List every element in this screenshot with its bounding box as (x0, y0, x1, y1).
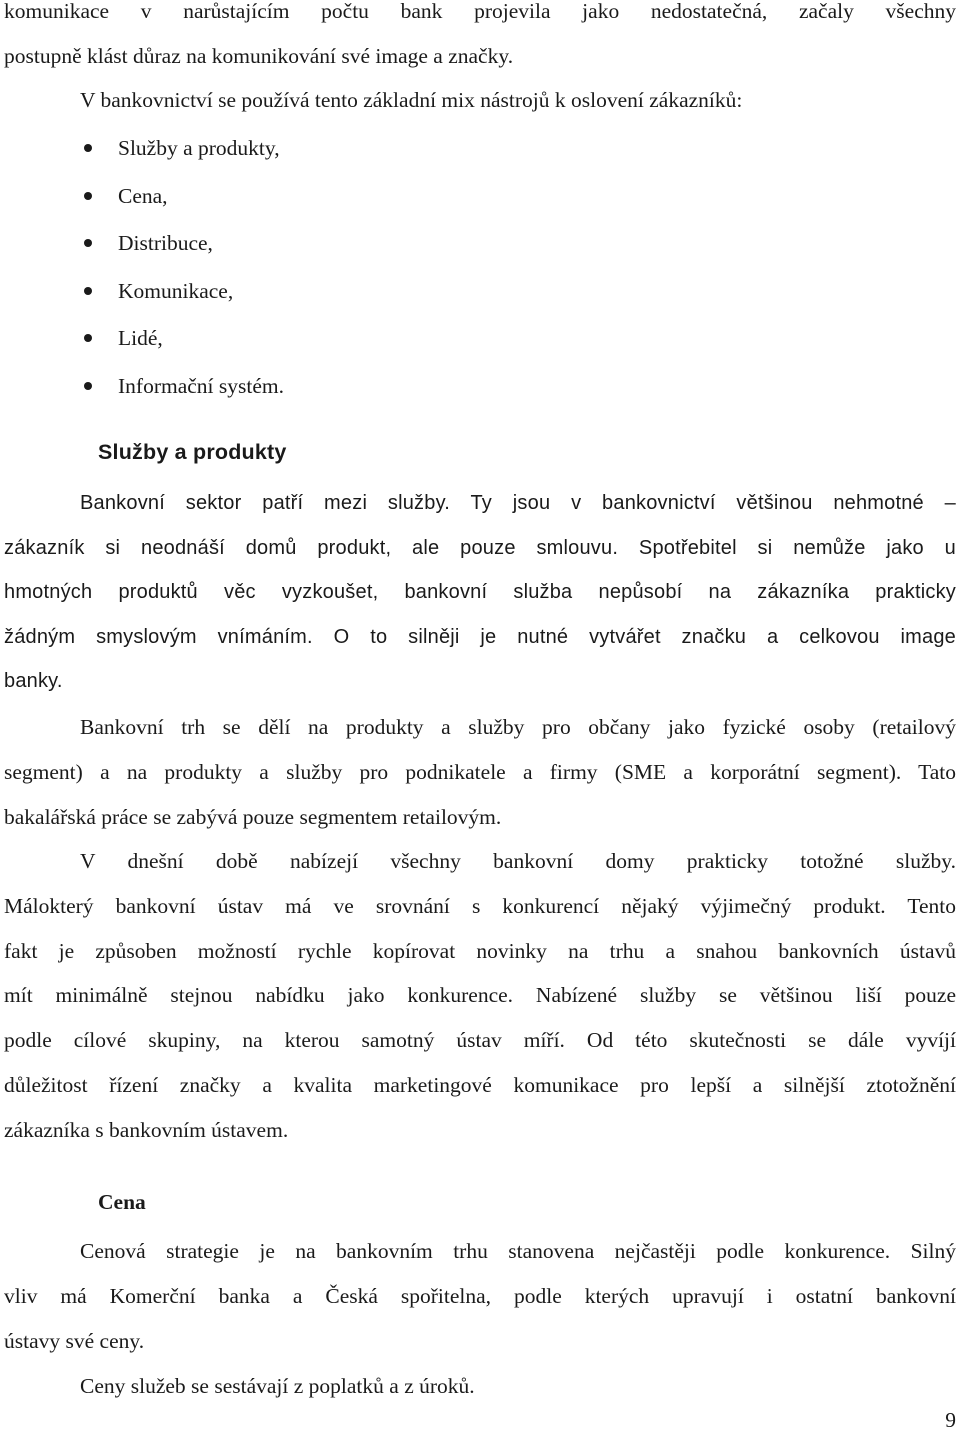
bullet-icon (84, 239, 92, 247)
list-item: Komunikace, (4, 268, 956, 316)
list-item: Lidé, (4, 315, 956, 363)
paragraph-line: ústavy své ceny. (4, 1328, 145, 1353)
bullet-icon (84, 382, 92, 390)
paragraph-line: Bankovní sektor patří mezi služby. Ty jsou v bankovnictví většinou nehmotné – (80, 492, 956, 514)
price-paragraph-1 (4, 1229, 956, 1363)
section-heading-products: Služby a produkty (98, 440, 287, 464)
paragraph-line: žádným smyslovým vnímáním. O to silněji je nutné vytvářet značku a celkovou image (4, 625, 956, 648)
mix-lead-paragraph (4, 78, 956, 123)
bullet-icon (84, 287, 92, 295)
paragraph-line: důležitost řízení značky a kvalita marketingové komunikace pro lepší a silnější ztotožnění (4, 1072, 956, 1097)
page-number: 9 (945, 1408, 956, 1432)
bullet-icon (84, 334, 92, 342)
bullet-icon (84, 144, 92, 152)
marketing-mix-list (4, 125, 956, 410)
paragraph-line: hmotných produktů věc vyzkoušet, bankovní služba nepůsobí na zákazníka prakticky (4, 581, 956, 604)
paragraph-line: vliv má Komerční banka a Česká spořitelna, podle kterých upravují i ostatní bankovní (4, 1283, 956, 1308)
paragraph-line: fakt je způsoben možností rychle kopírovat novinky na trhu a snahou bankovních ústavů (4, 938, 956, 963)
paragraph-line: Ceny služeb se sestávají z poplatků a z úroků. (80, 1374, 475, 1398)
paragraph-line: bakalářská práce se zabývá pouze segmentem retailovým. (4, 804, 502, 829)
paragraph-line: mít minimálně stejnou nabídku jako konkurence. Nabízené služby se většinou liší pouze (4, 983, 956, 1008)
paragraph-line: Bankovní trh se dělí na produkty a služby pro občany jako fyzické osoby (retailový (80, 715, 956, 739)
paragraph-line: zákazníka s bankovním ústavem. (4, 1117, 289, 1142)
products-paragraph-2 (4, 705, 956, 839)
paragraph-line: V dnešní době nabízejí všechny bankovní domy prakticky totožné služby. (80, 849, 956, 873)
paragraph-line: podle cílové skupiny, na kterou samotný ústav míří. Od této skutečnosti se dále vyvíjí (4, 1028, 956, 1053)
paragraph-line: zákazník si neodnáší domů produkt, ale pouze smlouvu. Spotřebitel si nemůže jako u (4, 536, 956, 559)
mix-lead-text: V bankovnictví se používá tento základní mix nástrojů k oslovení zákazníků: (80, 88, 743, 112)
list-item: Informační systém. (4, 363, 956, 411)
paragraph-line: Málokterý bankovní ústav má ve srovnání s konkurencí nějaký výjimečný produkt. Tento (4, 893, 956, 918)
intro-line: postupně klást důraz na komunikování své image a značky. (4, 43, 514, 68)
paragraph-line: banky. (4, 670, 63, 693)
list-item: Distribuce, (4, 220, 956, 268)
intro-line: komunikace v narůstajícím počtu bank projevila jako nedostatečná, začaly všechny (4, 0, 956, 23)
price-paragraph-2 (4, 1364, 956, 1409)
paragraph-line: Cenová strategie je na bankovním trhu stanovena nejčastěji podle konkurence. Silný (80, 1239, 956, 1263)
products-paragraph-3 (4, 839, 956, 1153)
bullet-icon (84, 192, 92, 200)
products-paragraph-1 (4, 481, 956, 704)
intro-paragraph (4, 0, 956, 79)
list-item: Cena, (4, 173, 956, 221)
section-heading-price: Cena (98, 1190, 146, 1214)
paragraph-line: segment) a na produkty a služby pro podnikatele a firmy (SME a korporátní segment). Tato (4, 759, 956, 784)
list-item: Služby a produkty, (4, 125, 956, 173)
